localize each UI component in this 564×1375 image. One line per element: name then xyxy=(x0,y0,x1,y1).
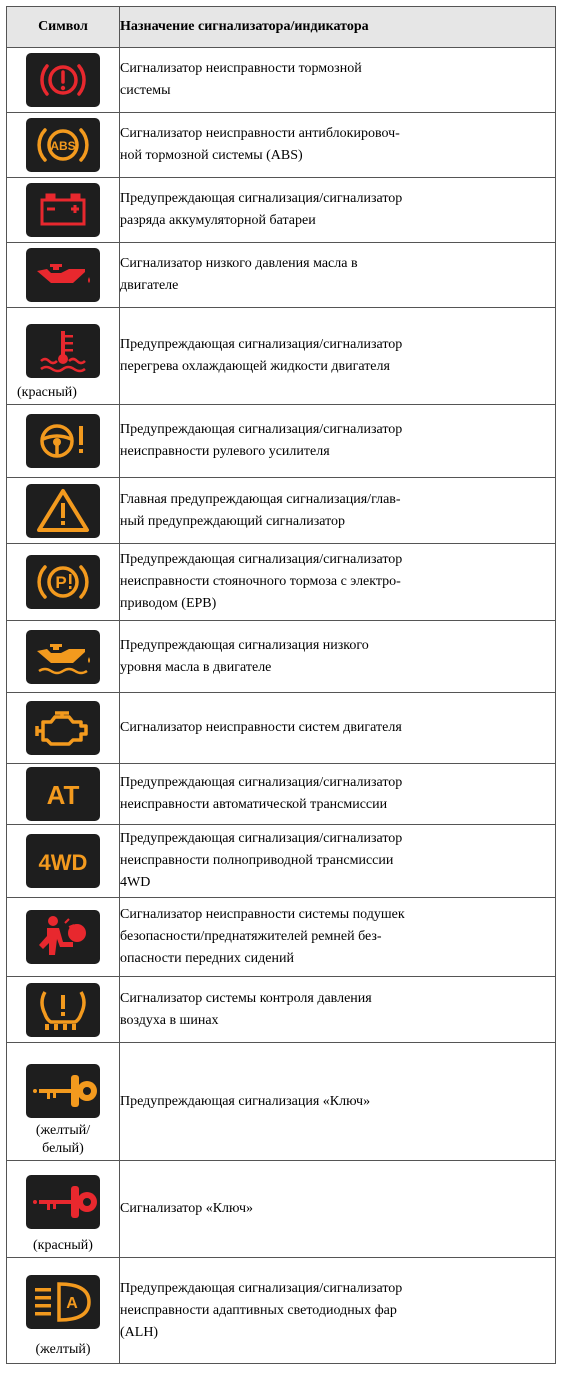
description-line: неисправности адаптивных светодиодных фар xyxy=(120,1302,397,1318)
description-line: Сигнализатор неисправности антиблокировоч- xyxy=(120,126,400,141)
description-line: Сигнализатор неисправности тормозной xyxy=(120,61,362,76)
abs-warning-icon xyxy=(25,117,101,173)
description-line: разряда аккумуляторной батареи xyxy=(120,213,316,228)
key-icon-amber xyxy=(25,1063,101,1119)
table-row xyxy=(7,405,556,478)
description-cell xyxy=(120,764,556,825)
description-line: Сигнализатор системы контроля давления xyxy=(120,990,372,1006)
description-line: неисправности стояночного тормоза с электро- xyxy=(120,574,401,589)
key-icon-red xyxy=(25,1174,101,1230)
symbol-cell xyxy=(7,178,120,243)
abs-label: ABS xyxy=(50,139,76,153)
battery-icon xyxy=(25,182,101,238)
description-line: неисправности рулевого усилителя xyxy=(120,444,330,459)
symbol-cell xyxy=(7,621,120,693)
description-cell xyxy=(120,898,556,977)
description-line: ный предупреждающий сигнализатор xyxy=(120,513,346,529)
symbol-cell xyxy=(7,544,120,621)
at-icon xyxy=(25,766,101,822)
description-cell xyxy=(120,243,556,308)
oil-level-icon xyxy=(25,629,101,685)
symbol-cell xyxy=(7,113,120,178)
oil-pressure-icon xyxy=(25,247,101,303)
description-cell xyxy=(120,693,556,764)
tire-pressure-icon xyxy=(25,982,101,1038)
description-line: опасности передних сидений xyxy=(120,951,294,966)
symbol-cell xyxy=(7,693,120,764)
description-cell xyxy=(120,113,556,178)
description-line: неисправности полноприводной трансмиссии xyxy=(120,853,394,868)
description-line: Сигнализатор «Ключ» xyxy=(120,1201,253,1216)
description-cell xyxy=(120,621,556,693)
description-line: Предупреждающая сигнализация/сигнализатор xyxy=(120,337,403,352)
description-line: Главная предупреждающая сигнализация/глав- xyxy=(120,491,401,507)
power-steering-icon xyxy=(25,413,101,469)
parking-brake-icon xyxy=(25,554,101,610)
table-row xyxy=(7,113,556,178)
table-row xyxy=(7,825,556,898)
description-cell xyxy=(120,1161,556,1258)
color-note: (желтый/ белый) xyxy=(35,1123,91,1156)
description-cell xyxy=(120,308,556,405)
description-cell xyxy=(120,178,556,243)
4wd-icon xyxy=(25,833,101,889)
table-row xyxy=(7,621,556,693)
table-row xyxy=(7,48,556,113)
description-line: уровня масла в двигателе xyxy=(120,659,272,675)
table-row xyxy=(7,898,556,977)
airbag-icon xyxy=(25,909,101,965)
table-row xyxy=(7,308,556,405)
description-line: Предупреждающая сигнализация/сигнализатор xyxy=(120,191,403,206)
table-row xyxy=(7,764,556,825)
table-row xyxy=(7,977,556,1043)
description-cell xyxy=(120,478,556,544)
description-line: Предупреждающая сигнализация низкого xyxy=(120,637,369,653)
description-line: 4WD xyxy=(120,875,151,890)
description-line: Предупреждающая сигнализация/сигнализатор xyxy=(120,422,403,437)
description-cell xyxy=(120,1258,556,1364)
warning-lights-table xyxy=(6,6,556,1364)
color-note: (красный) xyxy=(17,385,77,400)
parking-p-label: P xyxy=(55,573,67,592)
symbol-cell xyxy=(7,1161,120,1258)
description-cell xyxy=(120,1043,556,1161)
coolant-temperature-icon xyxy=(25,323,101,379)
table-header-row xyxy=(7,7,556,48)
table-row xyxy=(7,1258,556,1364)
description-cell xyxy=(120,405,556,478)
description-line: воздуха в шинах xyxy=(120,1012,219,1028)
table-row xyxy=(7,178,556,243)
description-line: Сигнализатор неисправности системы подушек xyxy=(120,907,405,922)
description-line: Сигнализатор низкого давления масла в xyxy=(120,256,358,271)
symbol-cell xyxy=(7,1258,120,1364)
symbol-cell xyxy=(7,243,120,308)
symbol-cell xyxy=(7,977,120,1043)
description-cell xyxy=(120,48,556,113)
at-label: AT xyxy=(46,780,80,810)
description-line: (ALH) xyxy=(120,1324,159,1340)
table-row xyxy=(7,1161,556,1258)
description-line: двигателе xyxy=(120,278,179,293)
adaptive-headlight-icon xyxy=(25,1274,101,1330)
description-cell xyxy=(120,825,556,898)
description-line: Предупреждающая сигнализация/сигнализатор xyxy=(120,552,403,567)
description-line: Предупреждающая сигнализация/сигнализатор xyxy=(120,775,403,790)
table-row xyxy=(7,243,556,308)
color-note: (желтый) xyxy=(35,1342,91,1357)
symbol-cell xyxy=(7,898,120,977)
description-line: неисправности автоматической трансмиссии xyxy=(120,797,388,812)
description-line: приводом (EPB) xyxy=(120,596,217,611)
description-line: Предупреждающая сигнализация/сигнализатор xyxy=(120,1280,403,1296)
table-row xyxy=(7,1043,556,1161)
table-row xyxy=(7,693,556,764)
description-line: безопасности/преднатяжителей ремней без- xyxy=(120,929,382,944)
4wd-label: 4WD xyxy=(38,850,88,875)
master-warning-icon xyxy=(25,483,101,539)
description-line: перегрева охлаждающей жидкости двигателя xyxy=(120,359,390,374)
symbol-cell xyxy=(7,1043,120,1161)
symbol-cell xyxy=(7,764,120,825)
description-line: Сигнализатор неисправности систем двигателя xyxy=(120,720,402,735)
brake-warning-icon xyxy=(25,52,101,108)
description-line: ной тормозной системы (ABS) xyxy=(120,148,303,163)
symbol-cell xyxy=(7,405,120,478)
alh-a-label: A xyxy=(66,1294,78,1312)
symbol-cell xyxy=(7,478,120,544)
description-cell xyxy=(120,977,556,1043)
column-header-symbol: Символ xyxy=(7,7,120,48)
symbol-cell xyxy=(7,48,120,113)
symbol-cell xyxy=(7,825,120,898)
description-line: системы xyxy=(120,83,171,98)
column-header-purpose: Назначение сигнализатора/индикатора xyxy=(120,7,556,48)
check-engine-icon xyxy=(25,700,101,756)
table-row xyxy=(7,478,556,544)
table-row xyxy=(7,544,556,621)
description-line: Предупреждающая сигнализация/сигнализатор xyxy=(120,831,403,846)
color-note: (красный) xyxy=(33,1238,93,1253)
description-line: Предупреждающая сигнализация «Ключ» xyxy=(120,1093,371,1109)
symbol-cell xyxy=(7,308,120,405)
description-cell xyxy=(120,544,556,621)
